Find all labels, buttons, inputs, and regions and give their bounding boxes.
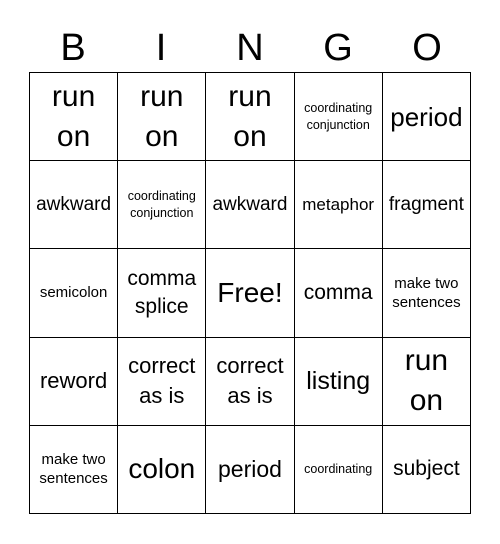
bingo-cell-r2-c3[interactable] <box>295 249 383 337</box>
bingo-cell-r2-c2-free[interactable] <box>206 249 294 337</box>
cell-text: awkward <box>212 193 288 215</box>
header-letter-g: G <box>323 27 353 69</box>
cell-text: comma <box>303 280 373 304</box>
bingo-cell-r3-c0[interactable] <box>30 338 118 426</box>
cell-text: comma splice <box>127 266 197 318</box>
cell-text: make two sentences <box>392 274 461 311</box>
cell-text: coordinating conjunction <box>127 188 196 220</box>
cell-text: metaphor <box>302 194 375 214</box>
cell-text: reword <box>39 368 108 394</box>
cell-text: colon <box>128 453 196 485</box>
bingo-cell-r1-c2[interactable] <box>206 161 294 249</box>
bingo-cell-r3-c2[interactable] <box>206 338 294 426</box>
bingo-board <box>29 72 471 514</box>
bingo-cell-r0-c2[interactable] <box>206 73 294 161</box>
bingo-cell-r1-c0[interactable] <box>30 161 118 249</box>
cell-text: fragment <box>388 193 464 215</box>
cell-text: coordinating conjunction <box>304 100 373 132</box>
cell-text: semicolon <box>39 284 108 302</box>
bingo-cell-r4-c1[interactable] <box>118 426 206 514</box>
bingo-cell-r0-c4[interactable] <box>383 73 471 161</box>
cell-text: period <box>390 101 463 132</box>
cell-text: Free! <box>217 276 283 308</box>
bingo-cell-r0-c3[interactable] <box>295 73 383 161</box>
cell-text: period <box>218 456 282 483</box>
cell-text: listing <box>306 367 371 396</box>
bingo-cell-r2-c0[interactable] <box>30 249 118 337</box>
bingo-header <box>29 24 471 72</box>
header-letter-o: O <box>412 27 442 69</box>
cell-text: subject <box>393 457 460 481</box>
bingo-cell-r0-c0[interactable] <box>30 73 118 161</box>
bingo-cell-r1-c4[interactable] <box>383 161 471 249</box>
bingo-cell-r0-c1[interactable] <box>118 73 206 161</box>
bingo-cell-r4-c0[interactable] <box>30 426 118 514</box>
bingo-cell-r4-c2[interactable] <box>206 426 294 514</box>
header-letter-i: I <box>155 27 167 69</box>
bingo-cell-r3-c1[interactable] <box>118 338 206 426</box>
cell-text: make two sentences <box>39 451 108 488</box>
bingo-cell-r2-c1[interactable] <box>118 249 206 337</box>
bingo-cell-r4-c3[interactable] <box>295 426 383 514</box>
cell-text: run on <box>51 79 96 153</box>
bingo-cell-r1-c3[interactable] <box>295 161 383 249</box>
bingo-cell-r2-c4[interactable] <box>383 249 471 337</box>
cell-text: run on <box>228 79 272 153</box>
cell-text: correct as is <box>216 353 284 409</box>
bingo-cell-r3-c4[interactable] <box>383 338 471 426</box>
cell-text: coordinating <box>304 461 373 476</box>
cell-text: correct as is <box>128 353 196 409</box>
cell-text: awkward <box>36 193 112 215</box>
header-letter-b: B <box>60 27 86 69</box>
cell-text: run on <box>140 79 184 153</box>
bingo-cell-r3-c3[interactable] <box>295 338 383 426</box>
bingo-cell-r4-c4[interactable] <box>383 426 471 514</box>
cell-text: run on <box>404 344 449 418</box>
bingo-cell-r1-c1[interactable] <box>118 161 206 249</box>
header-letter-n: N <box>236 27 264 69</box>
